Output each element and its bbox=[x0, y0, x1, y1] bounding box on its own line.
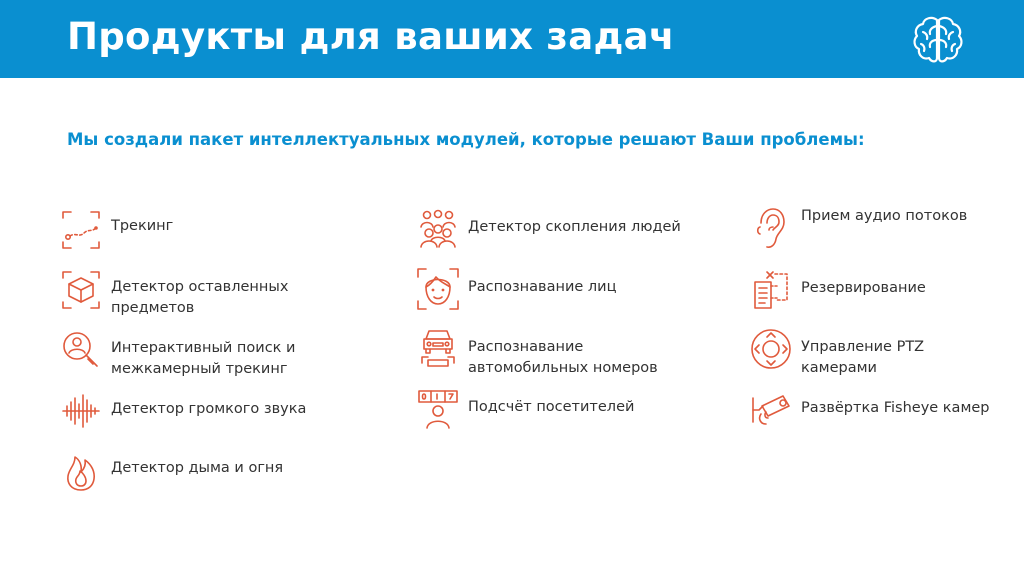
product-label: Подсчёт посетителей bbox=[468, 399, 635, 415]
face-recognition-icon bbox=[416, 267, 460, 311]
fire-icon bbox=[59, 448, 103, 492]
product-label: Детектор скопления людей bbox=[468, 219, 681, 235]
page-title: Продукты для ваших задач bbox=[67, 15, 675, 58]
tracking-path-icon bbox=[59, 208, 103, 252]
car-plate-icon bbox=[416, 327, 460, 371]
ear-icon bbox=[749, 206, 793, 250]
product-label: Детектор дыма и огня bbox=[111, 460, 284, 476]
product-label: Развёртка Fisheye камер bbox=[801, 400, 990, 416]
product-label: Управление PTZ камерами bbox=[801, 339, 925, 376]
product-label: Детектор оставленных предметов bbox=[111, 279, 289, 316]
product-label: Резервирование bbox=[801, 280, 926, 296]
product-label: Распознавание автомобильных номеров bbox=[468, 339, 658, 376]
fisheye-camera-icon bbox=[749, 388, 793, 432]
backup-document-icon bbox=[749, 268, 793, 312]
intro-subtitle: Мы создали пакет интеллектуальных модулей, которые решают Ваши проблемы: bbox=[67, 130, 865, 149]
product-label: Интерактивный поиск и межкамерный трекинг bbox=[111, 340, 296, 377]
product-label: Трекинг bbox=[111, 218, 174, 234]
person-search-icon bbox=[59, 328, 103, 372]
visitor-counter-icon bbox=[416, 388, 460, 432]
product-label: Прием аудио потоков bbox=[801, 208, 968, 224]
product-label: Распознавание лиц bbox=[468, 279, 617, 295]
ptz-control-icon bbox=[749, 327, 793, 371]
crowd-icon bbox=[416, 207, 460, 251]
header-bar bbox=[0, 0, 1024, 78]
sound-wave-icon bbox=[59, 389, 103, 433]
product-label: Детектор громкого звука bbox=[111, 401, 307, 417]
abandoned-box-icon bbox=[59, 268, 103, 312]
brain-icon bbox=[908, 10, 968, 70]
